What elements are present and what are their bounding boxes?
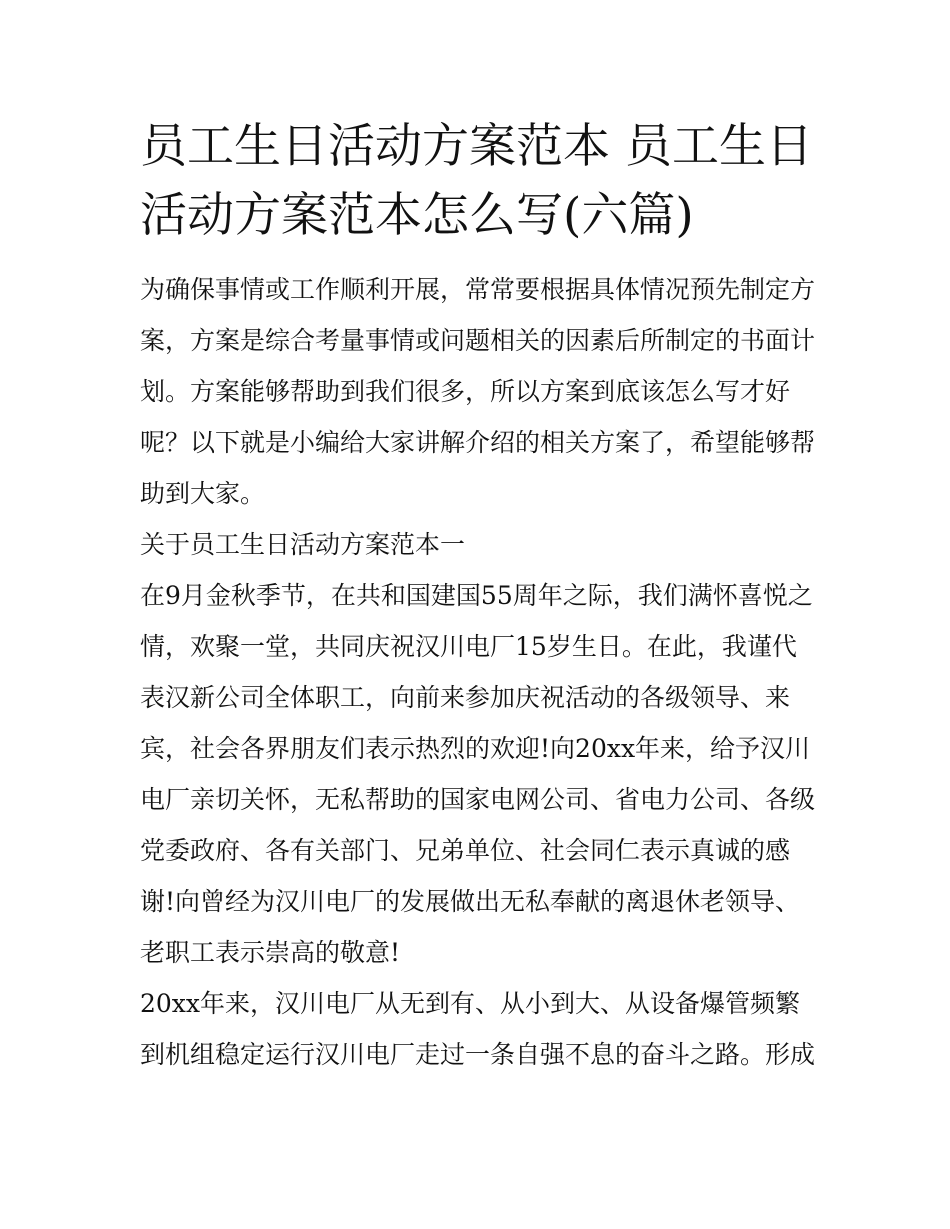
section-heading: 关于员工生日活动方案范本一 bbox=[140, 530, 466, 559]
document-title: 员工生日活动方案范本 员工生日活动方案范本怎么写(六篇) bbox=[140, 119, 813, 243]
body-paragraph: 在9月金秋季节，在共和国建国55周年之际，我们满怀喜悦之情，欢聚一堂，共同庆祝汉川电厂15岁生日。在此，我谨代表汉新公司全体职工，向前来参加庆祝活动的各级领导、来宾，社会各界朋友们表示热烈的欢迎!向20xx年来，给予汉川电厂亲切关怀，无私帮助的国家电网公司、省电力公司、各级党委政府、各有关部门、兄弟单位、社会同仁表示真诚的感谢!向曾经为汉川电厂的发展做出无私奉献的离退休老领导、老职工表示崇高的敬意! bbox=[140, 581, 816, 967]
document-body bbox=[140, 112, 820, 1080]
body-paragraph: 20xx年来，汉川电厂从无到有、从小到大、从设备爆管频繁到机组稳定运行汉川电厂走过一条自强不息的奋斗之路。形成 bbox=[140, 989, 816, 1069]
intro-paragraph: 为确保事情或工作顺利开展，常常要根据具体情况预先制定方案，方案是综合考量事情或问题相关的因素后所制定的书面计划。方案能够帮助到我们很多，所以方案到底该怎么写才好呢？以下就是小编给大家讲解介绍的相关方案了，希望能够帮助到大家。 bbox=[140, 275, 816, 508]
